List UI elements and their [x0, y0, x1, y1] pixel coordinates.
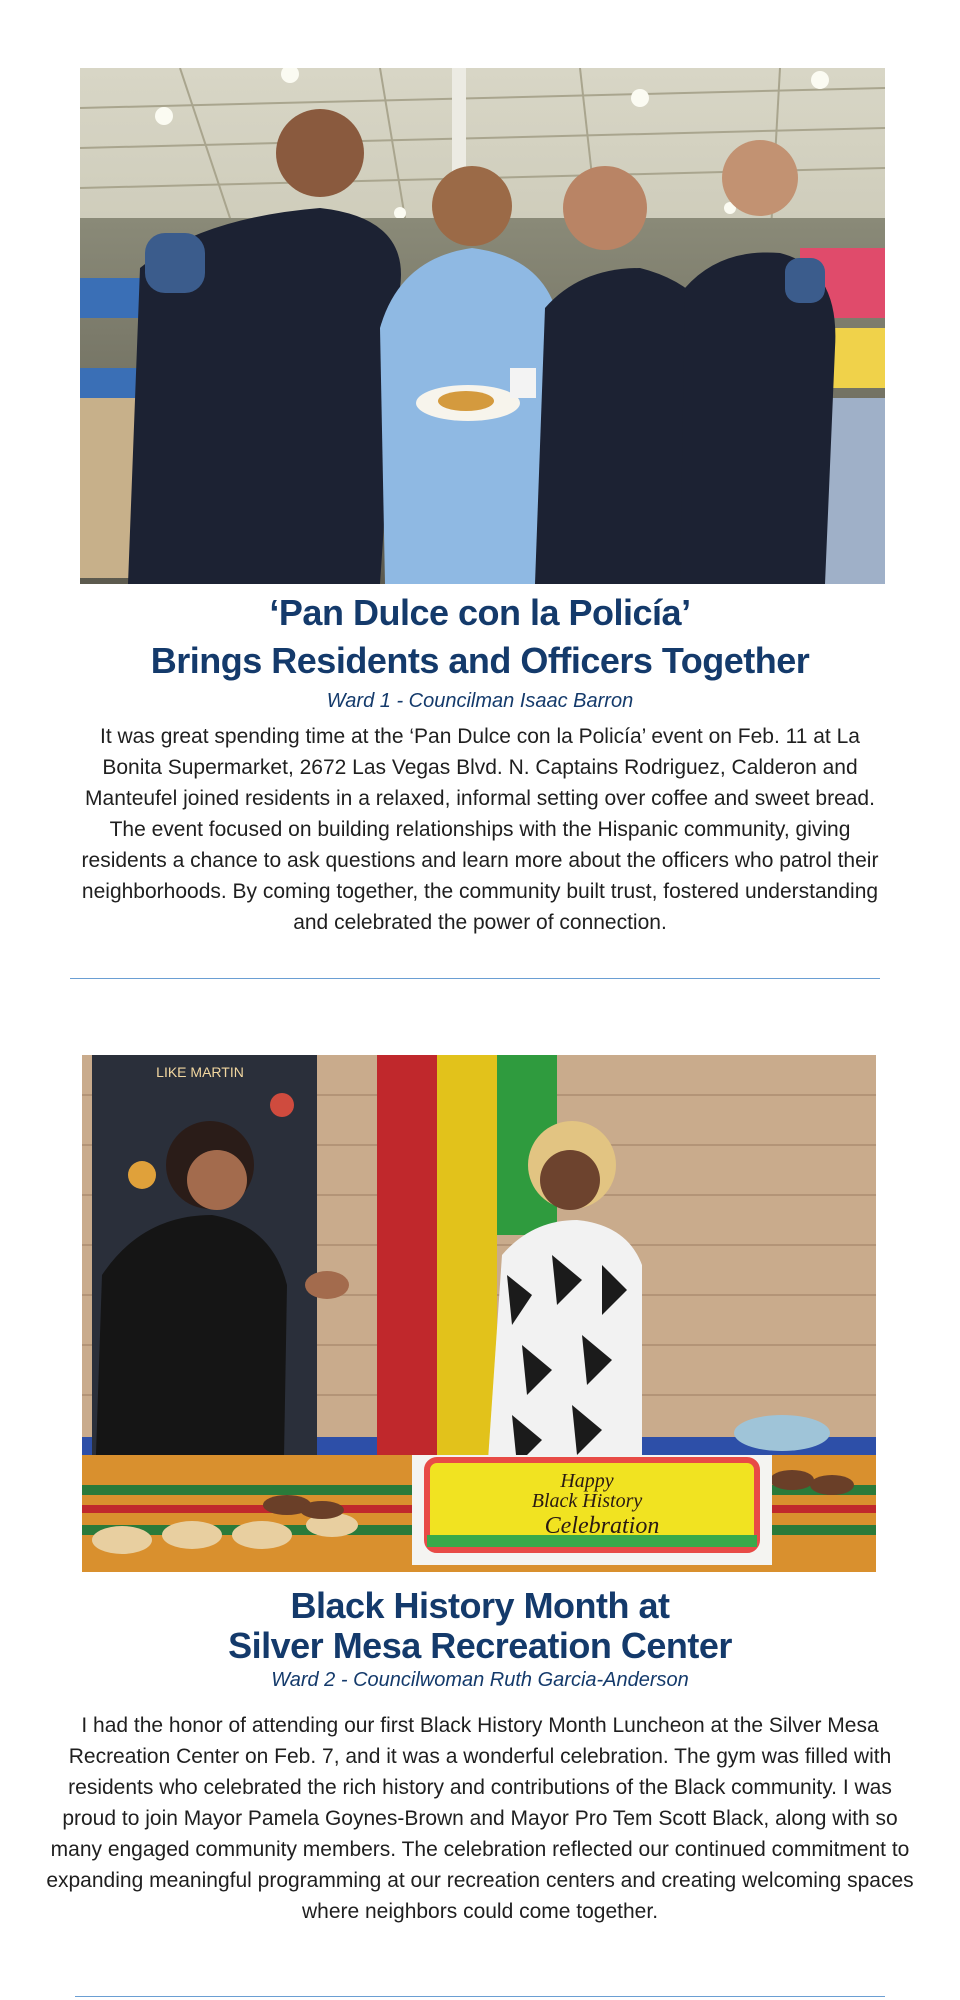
title-line: ‘Pan Dulce con la Policía’ — [269, 592, 691, 633]
photo-cake-cutting-celebration — [82, 1055, 876, 1572]
section-divider — [75, 1996, 885, 1997]
title-line: Black History Month at — [290, 1585, 670, 1626]
photo-police-officers-with-resident — [80, 68, 885, 584]
article-body: It was great spending time at the ‘Pan Dulce con la Policía’ event on Feb. 11 at La Bonita Supermarket, 2672 Las Vegas Blvd. N. Captains Rodriguez, Calderon and Manteufel joined residents in a relaxed, informal setting over coffee and sweet bread. The event focused on building relationships with the Hispanic community, giving residents a chance to ask questions and learn more about the officers who patrol their neighborhoods. By coming together, the community built trust, fostered understanding and celebrated the power of connection. — [81, 725, 879, 934]
cake-text: Celebration — [544, 1513, 660, 1539]
title-line: Brings Residents and Officers Together — [150, 640, 810, 681]
article-byline: Ward 1 - Councilman Isaac Barron — [326, 690, 634, 712]
section-divider — [70, 978, 880, 979]
article-title — [0, 1586, 960, 1666]
cake-text: Black History — [531, 1490, 643, 1512]
article-byline: Ward 2 - Councilwoman Ruth Garcia-Anderson — [271, 1669, 689, 1691]
poster-text: LIKE MARTIN — [156, 1064, 244, 1080]
cake-text: Happy — [560, 1470, 614, 1492]
article-title — [0, 589, 960, 685]
article-body: I had the honor of attending our first Black History Month Luncheon at the Silver Mesa Recreation Center on Feb. 7, and it was a wonderful celebration. The gym was filled with residents who celebrated the rich history and contributions of the Black community. I was proud to join Mayor Pamela Goynes-Brown and Mayor Pro Tem Scott Black, along with so many engaged community members. The celebration reflected our continued commitment to expanding meaningful programming at our recreation centers and creating welcoming spaces where neighbors could come together. — [46, 1714, 914, 1923]
title-line: Silver Mesa Recreation Center — [228, 1625, 732, 1666]
